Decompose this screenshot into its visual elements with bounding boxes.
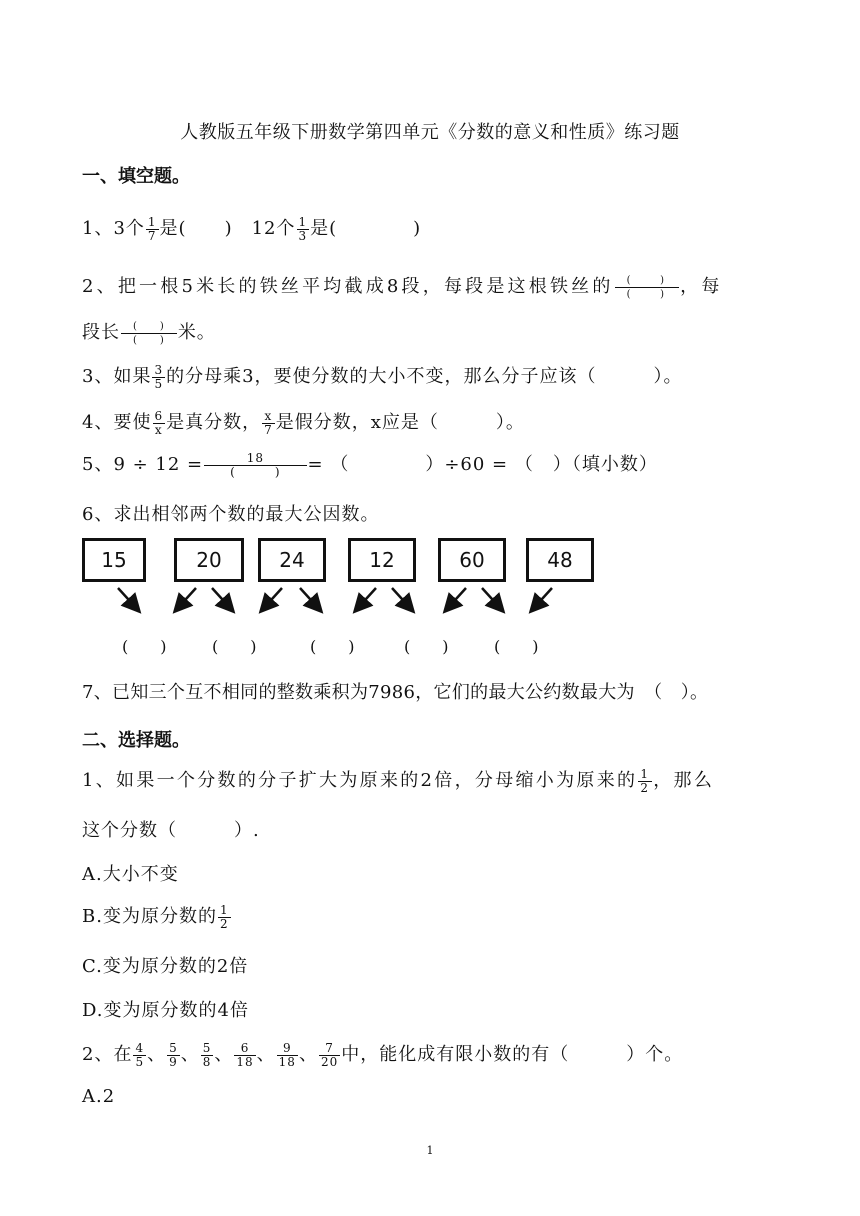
page-title: 人教版五年级下册数学第四单元《分数的意义和性质》练习题 — [180, 122, 680, 143]
number-box: 48 — [526, 538, 594, 582]
fraction: $\frac{5}{8}$ — [202, 1040, 212, 1069]
option-d: D.变为原分数的4倍 — [82, 1000, 249, 1021]
fraction: $\frac{3}{5}$ — [154, 362, 164, 391]
number-box: 15 — [82, 538, 146, 582]
fraction: $\frac{6}{x}$ — [154, 408, 164, 437]
arrow-down-right — [392, 588, 412, 610]
arrow-down-left — [356, 588, 376, 610]
fraction-blank: $\frac{18}{( )}$ — [204, 452, 306, 479]
fraction: $\frac{1}{2}$ — [640, 766, 651, 795]
arrow-down-right — [300, 588, 320, 610]
question-1: 1、3个 $\frac{1}{7}$ 是( ) 12个 $\frac{1}{3}$ 是( ) — [82, 214, 422, 243]
gcd-arrows — [0, 580, 860, 630]
question-7: 7、已知三个互不相同的整数乘积为7986，它们的最大公约数最大为 （ ）。 — [82, 682, 709, 703]
fraction-blank: $\frac{( )}{( )}$ — [615, 274, 680, 301]
choice-question-1-line-1: 1、如果一个分数的分子扩大为原来的2倍，分母缩小为原来的 $\frac{1}{2}$ ，那么 — [82, 766, 715, 795]
number-box: 20 — [174, 538, 244, 582]
fraction: $\frac{1}{7}$ — [147, 214, 157, 243]
option-a-2: A.2 — [82, 1086, 116, 1107]
choice-question-2: 2、在 $\frac{4}{5}$ 、 $\frac{5}{9}$ 、 $\frac{5}{8}$ 、 $\frac{6}{18}$ 、 $\frac{9}{18}$ 、 $\frac{7}{20}$ 中，能化成有限小数的有（ ）个。 — [82, 1040, 684, 1069]
option-a: A.大小不变 — [82, 864, 179, 885]
fraction: $\frac{5}{9}$ — [169, 1040, 178, 1069]
page-number: 1 — [426, 1144, 434, 1157]
question-2-line-1: 2、把一根5米长的铁丝平均截成8段，每段是这根铁丝的 $\frac{( )}{( )}$ ，每 — [82, 274, 723, 300]
number-box: 12 — [348, 538, 416, 582]
answer-blank: ( ) — [404, 637, 449, 656]
fraction: $\frac{1}{3}$ — [298, 214, 308, 243]
option-b: B.变为原分数的 $\frac{1}{2}$ — [82, 902, 229, 931]
arrow-down-left — [446, 588, 466, 610]
fraction-blank: $\frac{( )}{( )}$ — [121, 320, 177, 347]
answer-blank: ( ) — [122, 637, 167, 656]
arrow-down-right — [118, 588, 138, 610]
arrow-down-right — [482, 588, 502, 610]
number-box: 24 — [258, 538, 326, 582]
fraction: $\frac{9}{18}$ — [278, 1040, 296, 1069]
fraction: $\frac{1}{2}$ — [219, 902, 229, 931]
section-choice-heading: 二、选择题。 — [82, 730, 190, 751]
answer-blank: ( ) — [494, 637, 539, 656]
arrow-down-right — [212, 588, 232, 610]
fraction: $\frac{7}{20}$ — [320, 1040, 339, 1069]
question-2-line-2: 段长 $\frac{( )}{( )}$ 米。 — [82, 320, 216, 346]
arrow-down-left — [262, 588, 282, 610]
fraction: $\frac{x}{7}$ — [264, 408, 273, 437]
choice-question-1-line-2: 这个分数（ ）. — [82, 820, 260, 841]
answer-blank: ( ) — [310, 637, 355, 656]
question-3: 3、如果 $\frac{3}{5}$ 的分母乘3，要使分数的大小不变，那么分子应该（ ）。 — [82, 362, 683, 391]
arrow-down-left — [176, 588, 196, 610]
question-5: 5、9 ÷ 12 = $\frac{18}{( )}$ = （ ）÷60 = （ ）（填小数） — [82, 450, 658, 479]
arrow-down-left — [532, 588, 552, 610]
section-fill-in-heading: 一、填空题。 — [82, 166, 190, 187]
fraction: $\frac{4}{5}$ — [135, 1040, 145, 1069]
fraction: $\frac{6}{18}$ — [236, 1040, 254, 1069]
answer-blank: ( ) — [212, 637, 257, 656]
number-box: 60 — [438, 538, 506, 582]
question-4: 4、要使 $\frac{6}{x}$ 是真分数， $\frac{x}{7}$ 是假分数，x应是（ ）。 — [82, 408, 525, 437]
option-c: C.变为原分数的2倍 — [82, 956, 249, 977]
question-6: 6、求出相邻两个数的最大公因数。 — [82, 504, 380, 525]
